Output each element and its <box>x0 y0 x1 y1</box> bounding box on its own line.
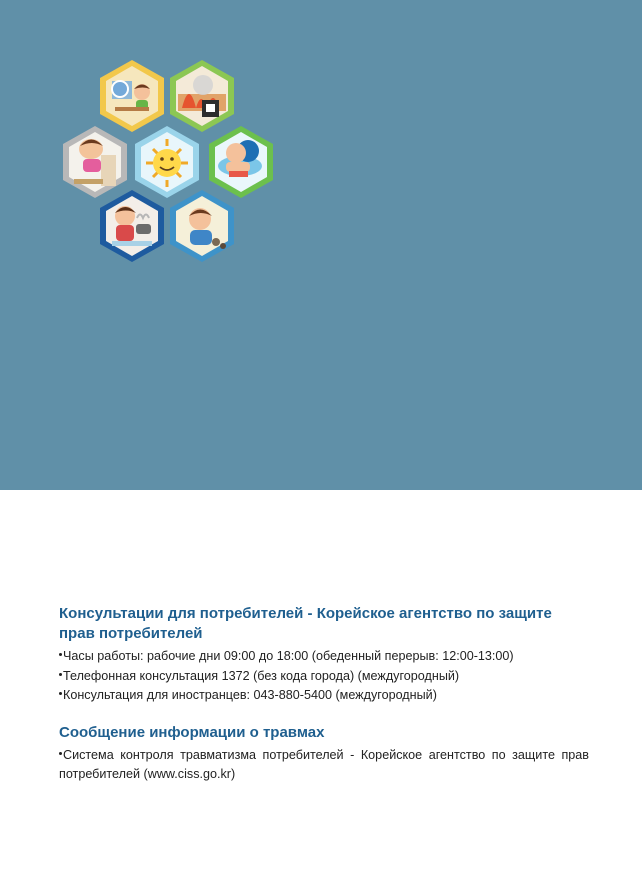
injury-info-list <box>59 746 589 785</box>
choking-child-hazard-icon <box>170 190 234 262</box>
list-item <box>59 647 589 667</box>
falling-child-hazard-icon <box>63 126 127 198</box>
consultation-title: Консультации для потребителей - Корейское агентство по защите прав потребителей <box>59 605 552 642</box>
injury-system-info: Система контроля травматизма потребителей - Корейское агентство по защите прав потребителей (www.ciss.go.kr) <box>59 747 589 781</box>
sun-safety-icon <box>135 126 199 198</box>
bullet-icon <box>59 752 62 755</box>
list-item <box>59 686 589 706</box>
list-item <box>59 746 589 785</box>
water-slide-hazard-icon <box>209 126 273 198</box>
bullet-icon <box>59 653 62 656</box>
fan-child-hazard-icon <box>100 60 164 132</box>
phone-consultation: Телефонная консультация 1372 (без кода города) (междугородный) <box>63 668 460 683</box>
cooking-burn-hazard-icon <box>100 190 164 262</box>
bullet-icon <box>59 692 62 695</box>
list-item <box>59 667 589 687</box>
section-spacer <box>59 706 589 723</box>
consultation-hours: Часы работы: рабочие дни 09:00 до 18:00 (обеденный перерыв: 12:00-13:00) <box>63 649 514 663</box>
fire-hazard-icon <box>170 60 234 132</box>
injury-info-title: Сообщение информации о травмах <box>59 723 325 741</box>
consultation-list <box>59 647 589 706</box>
foreigners-consultation: Консультация для иностранцев: 043-880-5400 (междугородный) <box>63 688 437 702</box>
safety-hazard-honeycomb-illustration <box>52 58 282 273</box>
contact-info <box>59 604 589 785</box>
bullet-icon <box>59 673 62 676</box>
